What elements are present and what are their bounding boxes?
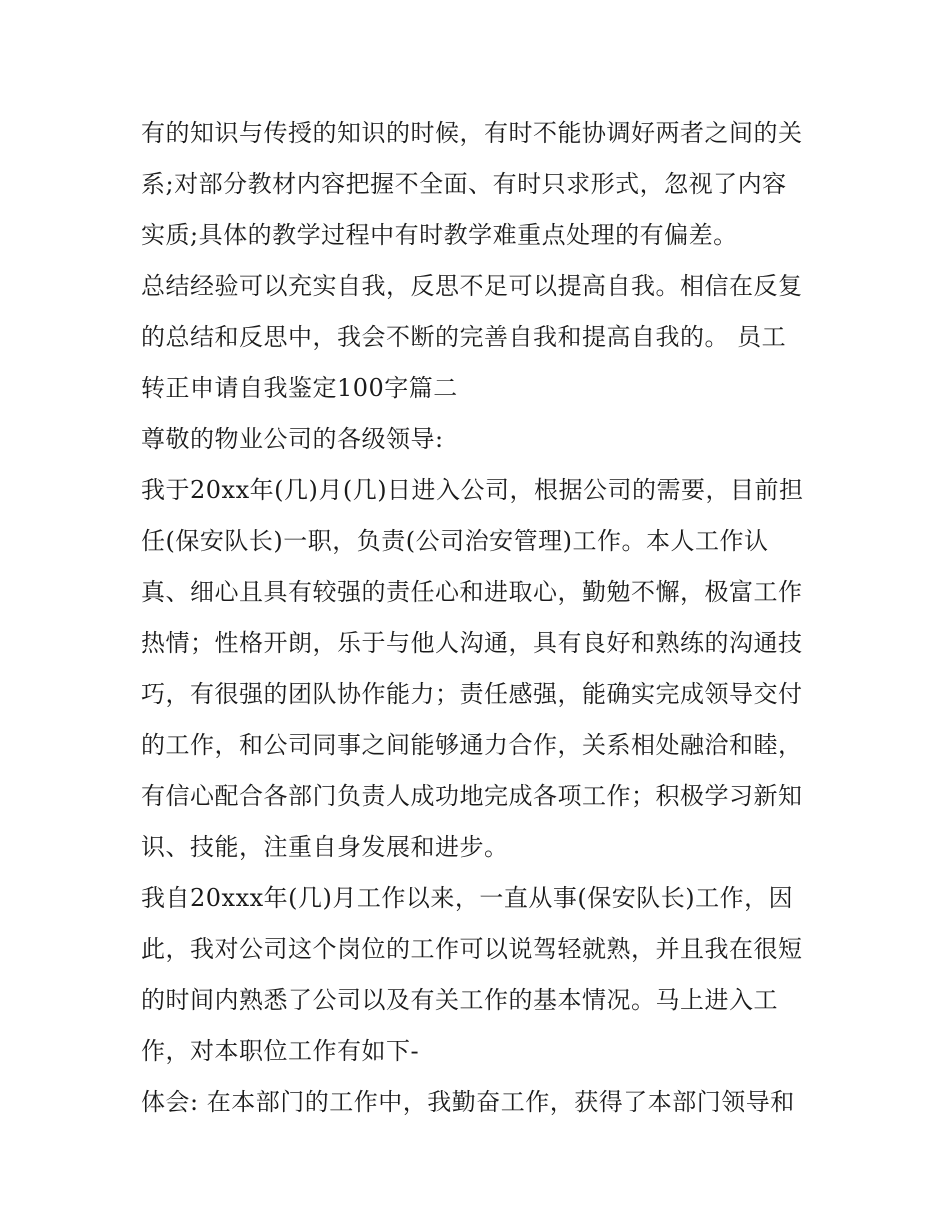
salutation: 尊敬的物业公司的各级领导:	[141, 425, 444, 453]
text-line: 我于20xx年(几)月(几)日进入公司，根据公司的需要，目前担	[141, 476, 804, 504]
document-body	[141, 108, 821, 1128]
text-line: 我自20xxx年(几)月工作以来，一直从事(保安队长)工作，因	[141, 884, 794, 912]
text-line: 巧，有很强的团队协作能力；责任感强，能确实完成领导交付	[141, 680, 803, 708]
text-line: 热情；性格开朗，乐于与他人沟通，具有良好和熟练的沟通技	[141, 629, 803, 657]
text-line: 有信心配合各部门负责人成功地完成各项工作；积极学习新知	[141, 782, 803, 810]
text-line: 总结经验可以充实自我，反思不足可以提高自我。相信在反复	[141, 272, 803, 300]
text-line: 任(保安队长)一职，负责(公司治安管理)工作。本人工作认	[141, 527, 769, 555]
text-line: 有的知识与传授的知识的时候，有时不能协调好两者之间的关	[141, 119, 803, 147]
text-line: 的工作，和公司同事之间能够通力合作，关系相处融洽和睦，	[141, 731, 803, 759]
text-line: 识、技能，注重自身发展和进步。	[141, 833, 509, 861]
text-line: 作，对本职位工作有如下-	[141, 1037, 420, 1065]
text-line: 体会: 在本部门的工作中，我勤奋工作，获得了本部门领导和	[141, 1088, 795, 1116]
text-line: 真、细心且具有较强的责任心和进取心，勤勉不懈，极富工作	[141, 578, 803, 606]
text-line: 系;对部分教材内容把握不全面、有时只求形式，忽视了内容	[141, 170, 787, 198]
section-heading: 转正申请自我鉴定100字篇二	[141, 374, 458, 402]
text-line: 的总结和反思中，我会不断的完善自我和提高自我的。 员工	[141, 323, 787, 351]
text-line: 此，我对公司这个岗位的工作可以说驾轻就熟，并且我在很短	[141, 935, 803, 963]
text-line: 的时间内熟悉了公司以及有关工作的基本情况。马上进入工	[141, 986, 778, 1014]
text-line: 实质;具体的教学过程中有时教学难重点处理的有偏差。	[141, 221, 738, 249]
